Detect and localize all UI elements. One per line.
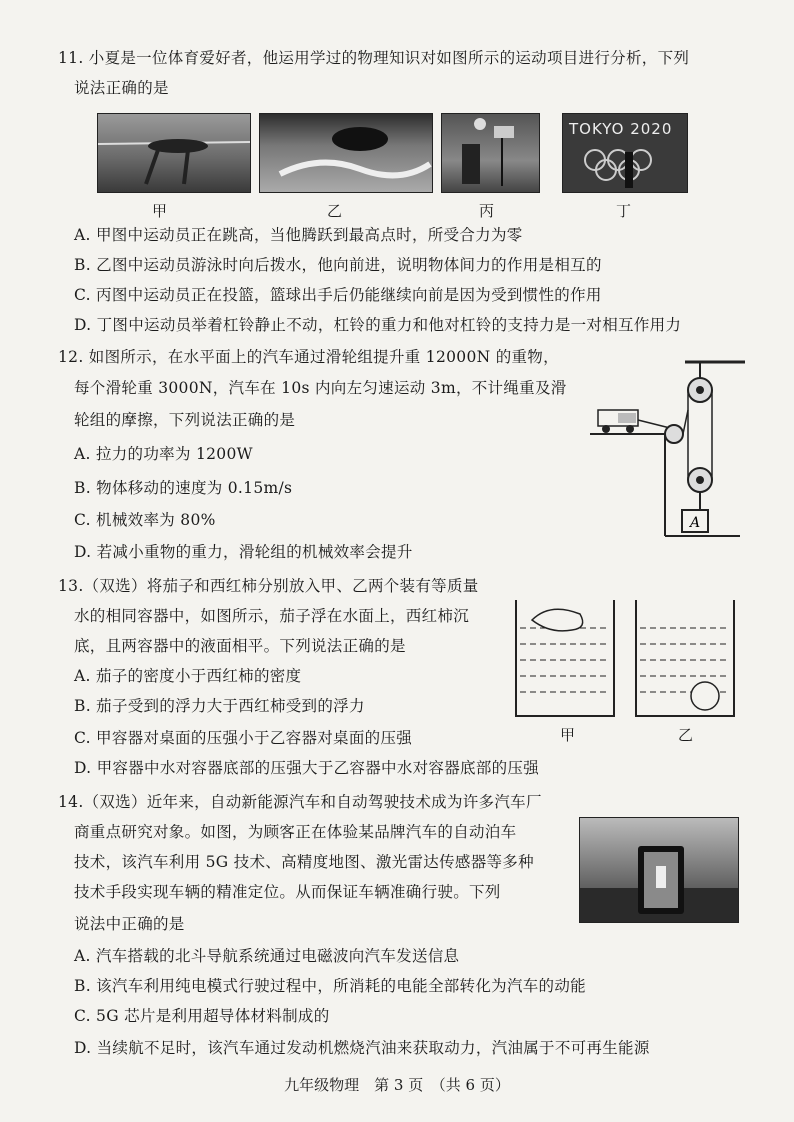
q12-stem-line1: 12. 如图所示，在水平面上的汽车通过滑轮组提升重 12000N 的重物， (58, 348, 559, 366)
q11-stem-line1: 11. 小夏是一位体育爱好者，他运用学过的物理知识对如图所示的运动项目进行分析，下列 (58, 49, 690, 67)
q11-option-c: C. 丙图中运动员正在投篮，篮球出手后仍能继续向前是因为受到惯性的作用 (74, 286, 602, 304)
q13-option-b: B. 茄子受到的浮力大于西红柿受到的浮力 (74, 697, 365, 715)
q11-stem-line2: 说法正确的是 (74, 79, 169, 97)
high-jump-photo (97, 113, 251, 193)
q12-stem-line2: 每个滑轮重 3000N，汽车在 10s 内向左匀速运动 3m，不计绳重及滑 (74, 379, 567, 397)
q14-stem-line3: 技术，该汽车利用 5G 技术、高精度地图、激光雷达传感器等多种 (74, 853, 534, 871)
car-dashboard-photo (579, 817, 739, 923)
eggplant-shape (532, 609, 583, 631)
q13-stem-line1: 13.（双选）将茄子和西红柿分别放入甲、乙两个装有等质量 (58, 577, 479, 595)
q13-stem-line2: 水的相同容器中，如图所示，茄子浮在水面上，西红柿沉 (74, 607, 470, 625)
q12-option-c: C. 机械效率为 80% (74, 511, 216, 529)
q11-caption-jia: 甲 (152, 202, 168, 220)
q11-option-b: B. 乙图中运动员游泳时向后拨水，他向前进，说明物体间力的作用是相互的 (74, 256, 602, 274)
weightlifting-photo (562, 113, 688, 193)
q11-caption-ding: 丁 (616, 202, 632, 220)
swimming-illustration (260, 114, 432, 192)
q12-option-b: B. 物体移动的速度为 0.15m/s (74, 479, 293, 497)
q11-option-a: A. 甲图中运动员正在跳高，当他腾跃到最高点时，所受合力为零 (74, 226, 523, 244)
tokyo-2020-text: TOKYO 2020 (569, 120, 673, 138)
tomato-shape (691, 682, 719, 710)
q13-option-d: D. 甲容器中水对容器底部的压强大于乙容器中水对容器底部的压强 (74, 759, 540, 777)
q14-stem-line4: 技术手段实现车辆的精准定位。从而保证车辆准确行驶。下列 (74, 883, 501, 901)
basketball-illustration (442, 114, 539, 192)
q12-option-d: D. 若减小重物的重力，滑轮组的机械效率会提升 (74, 543, 413, 561)
q14-option-c: C. 5G 芯片是利用超导体材料制成的 (74, 1007, 330, 1025)
q13-option-c: C. 甲容器对桌面的压强小于乙容器对桌面的压强 (74, 729, 413, 747)
q11-caption-yi: 乙 (327, 202, 343, 220)
high-jump-illustration (98, 114, 250, 192)
olympic-rings-icon (563, 114, 687, 192)
q14-option-a: A. 汽车搭载的北斗导航系统通过电磁波向汽车发送信息 (74, 947, 460, 965)
weight-label-a: A (690, 515, 701, 531)
q14-stem-line1: 14.（双选）近年来，自动新能源汽车和自动驾驶技术成为许多汽车厂 (58, 793, 542, 811)
page-footer: 九年级物理 第 3 页 （共 6 页） (284, 1076, 510, 1094)
basketball-photo (441, 113, 540, 193)
q14-stem-line2: 商重点研究对象。如图，为顾客正在体验某品牌汽车的自动泊车 (74, 823, 517, 841)
q13-stem-line3: 底，且两容器中的液面相平。下列说法正确的是 (74, 637, 406, 655)
q14-stem-line5: 说法中正确的是 (74, 915, 185, 933)
containers-diagram (510, 600, 740, 720)
q13-option-a: A. 茄子的密度小于西红柿的密度 (74, 667, 302, 685)
pulley-system-diagram (590, 350, 750, 540)
dashboard-screen-illustration (580, 818, 738, 922)
q13-caption-yi: 乙 (678, 726, 694, 744)
q12-stem-line3: 轮组的摩擦，下列说法正确的是 (74, 411, 296, 429)
q14-option-b: B. 该汽车利用纯电模式行驶过程中，所消耗的电能全部转化为汽车的动能 (74, 977, 586, 995)
q12-option-a: A. 拉力的功率为 1200W (74, 445, 253, 463)
q14-option-d: D. 当续航不足时，该汽车通过发动机燃烧汽油来获取动力，汽油属于不可再生能源 (74, 1039, 650, 1057)
q11-option-d: D. 丁图中运动员举着杠铃静止不动，杠铃的重力和他对杠铃的支持力是一对相互作用力 (74, 316, 682, 334)
swimming-photo (259, 113, 433, 193)
q11-caption-bing: 丙 (479, 202, 495, 220)
q13-caption-jia: 甲 (560, 726, 576, 744)
